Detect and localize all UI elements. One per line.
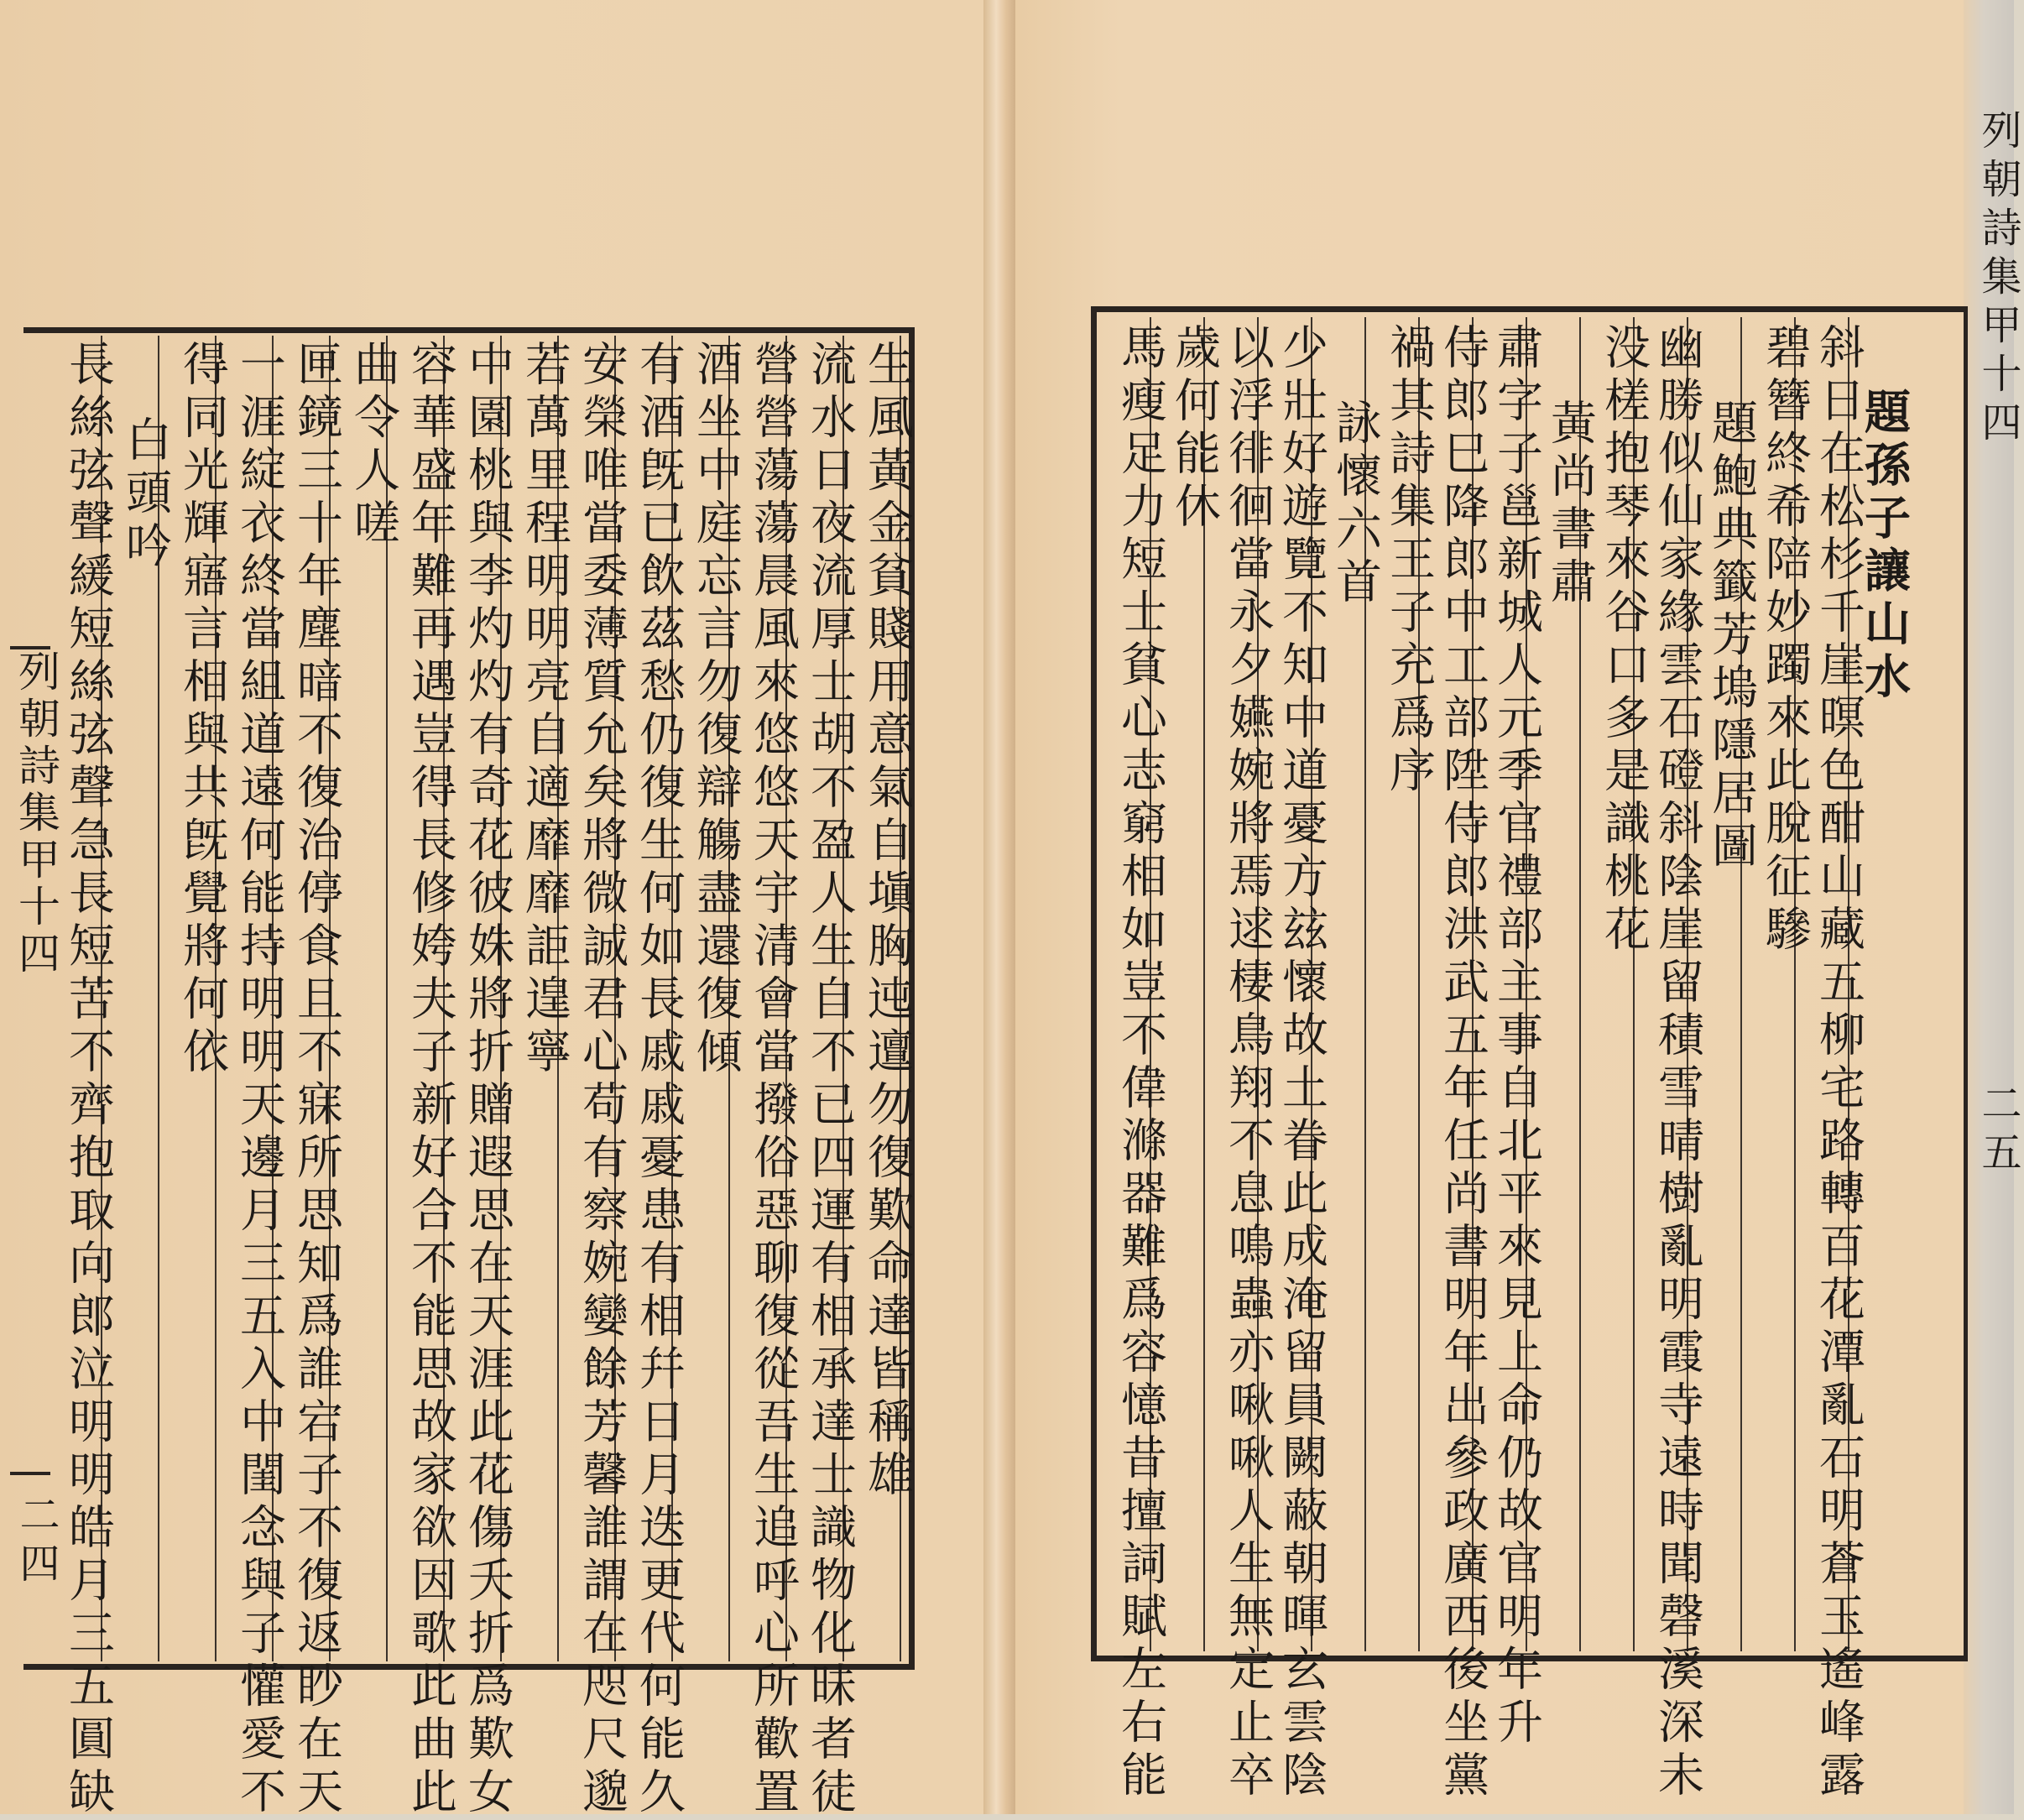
left-text-column: 流水日夜流厚士胡不盈人生自不已四運有相承達士識物化昧者徒 bbox=[803, 340, 857, 1820]
right-margin-page-number: 二五 bbox=[1974, 1082, 2021, 1180]
left-text-column: 有酒旣已飲茲愁仍復生何如長戚戚憂患有相幷日月迭更代何能久 bbox=[632, 340, 686, 1820]
right-text-column: 以浮徘徊當永夕嬿婉將焉逑棲鳥翔不息鳴蟲亦啾啾人生無定止卒 bbox=[1221, 323, 1275, 1803]
right-text-column: 肅字子邕新城人元季官禮部主事自北平來見上命仍故官明年升 bbox=[1489, 323, 1543, 1750]
left-text-column: 營營蕩蕩晨風來悠悠天宇清會當撥俗惡聊復從吾生追呼心所歡置 bbox=[746, 340, 800, 1820]
right-text-column: 斜日在松杉千崖暝色酣山藏五柳宅路轉百花潭亂石明蒼玉遙峰露 bbox=[1812, 323, 1865, 1803]
left-text-column: 一涯綻衣終當組道遠何能持明明天邊月三五入中閨念與子懽愛不 bbox=[232, 340, 286, 1820]
left-text-column: 酒坐中庭忘言勿復辯觴盡還復傾 bbox=[689, 340, 743, 1080]
left-margin-title: 列朝詩集甲十四 bbox=[12, 649, 60, 978]
right-text-column: 詠懷六首 bbox=[1328, 399, 1382, 610]
left-text-column: 曲令人嗟 bbox=[347, 340, 400, 551]
right-text-column: 黃尚書肅 bbox=[1543, 399, 1597, 610]
right-text-column: 歲何能休 bbox=[1167, 323, 1221, 535]
right-text-column: 没槎抱琴來谷口多是識桃花 bbox=[1597, 323, 1651, 957]
right-text-column: 馬瘦足力短士貧心志窮相如豈不偉滌器難爲容憶昔擅詞賦左右能 bbox=[1114, 323, 1167, 1803]
right-header-title: 題孫子讓山水 bbox=[1857, 388, 1912, 705]
right-text-column: 碧簪終希陪妙躅來此脫征驂 bbox=[1758, 323, 1812, 957]
right-margin-title: 列朝詩集甲十四 bbox=[1974, 109, 2021, 450]
left-margin-page-number: 二四 bbox=[13, 1494, 60, 1591]
left-text-column: 若萬里程明明亮自適靡靡詎遑寧 bbox=[518, 340, 571, 1080]
left-text-column: 白頭吟 bbox=[118, 415, 172, 574]
left-text-column: 長絲弦聲緩短絲弦聲急長短苦不齊抱取向郎泣明明皓月三五圓缺 bbox=[61, 340, 115, 1820]
left-text-column: 安榮唯當委薄質允矣將微誠君心苟有察婉孌餘芳馨誰謂在咫尺邈 bbox=[575, 340, 629, 1820]
left-text-column: 得同光輝寤言相與共旣覺將何依 bbox=[175, 340, 229, 1080]
right-text-column: 侍郎巳降郎中工部陞侍郎洪武五年任尚書明年出參政廣西後坐黨 bbox=[1436, 323, 1489, 1803]
right-text-column: 幽勝似仙家緣雲石磴斜陰崖留積雪晴樹亂明霞寺遠時聞磬溪深未 bbox=[1651, 323, 1704, 1803]
left-text-column: 匣鏡三十年塵暗不復治停食且不寐所思知爲誰宕子不復返眇在天 bbox=[290, 340, 343, 1820]
right-text-column: 少壯好遊覽不知中道憂方玆懷故土眷此成淹留員闕蔽朝暉玄雲陰 bbox=[1275, 323, 1328, 1803]
left-margin-spine bbox=[10, 646, 60, 1475]
left-text-column: 容華盛年難再遇豈得長修姱夫子新好合不能思故家欲因歌此曲此 bbox=[404, 340, 457, 1820]
right-text-column: 禍其詩集王子充爲序 bbox=[1382, 323, 1436, 799]
book-gutter bbox=[983, 0, 1015, 1814]
left-text-column: 中園桃與李灼灼有奇花彼姝將折贈遐思在天涯此花傷夭折爲歎女 bbox=[461, 340, 514, 1820]
right-text-column: 題鮑典籤芳塢隱居圖 bbox=[1704, 399, 1758, 874]
left-text-column: 生風黃金貧賤用意氣自塡胸迍邅勿復歎命達皆稱雄 bbox=[860, 340, 914, 1503]
